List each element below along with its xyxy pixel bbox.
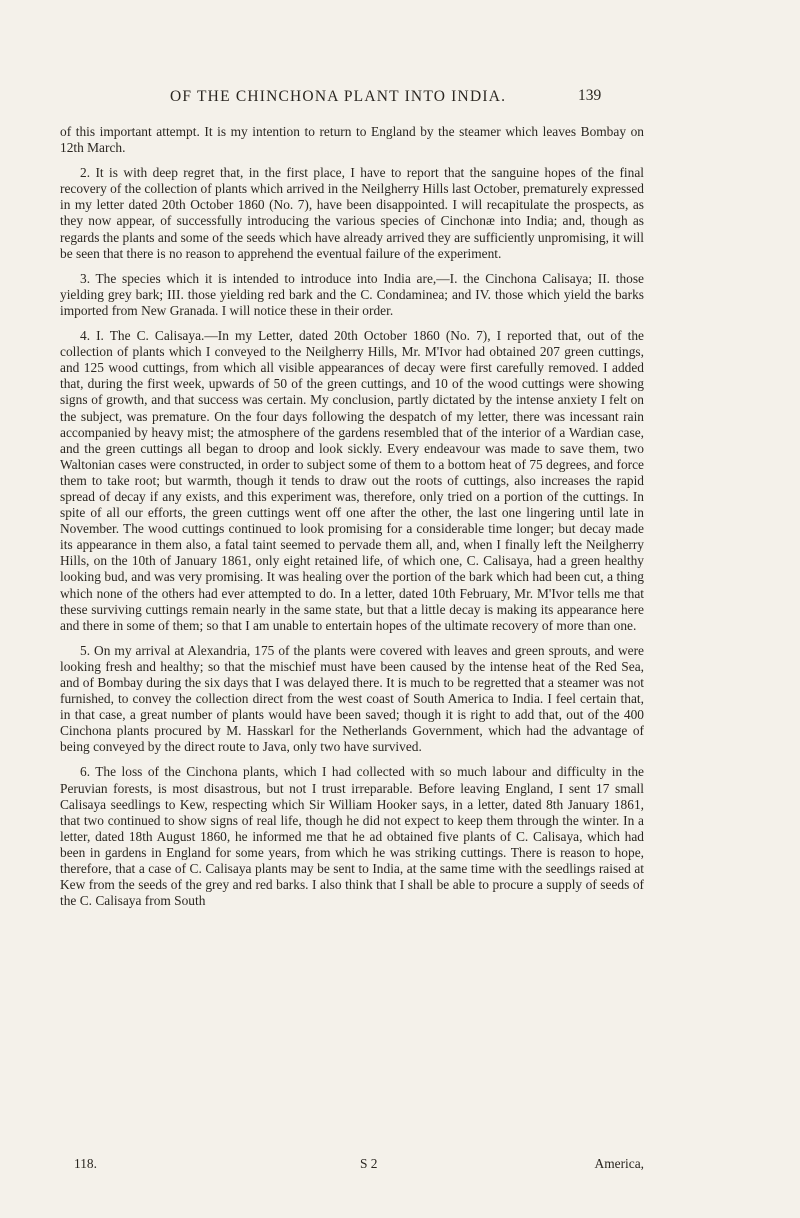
running-header (0, 88, 800, 110)
page-number: 139 (578, 87, 602, 104)
page-footer (60, 1156, 644, 1174)
paragraph-4: 4. I. The C. Calisaya.—In my Letter, dated 20th October 1860 (No. 7), I reported that, out of the collection of plants which I conveyed to the Neilgherry Hills, Mr. M'Ivor had obtained 207 green cuttings, and 125 wood cuttings, from which all visible appearances of decay were first carefully removed. I added that, during the first week, upwards of 50 of the green cuttings, and 10 of the wood cuttings were showing signs of growth, and that success was certain. My conclusion, partly dictated by the intense anxiety I felt on the subject, was premature. On the four days following the despatch of my letter, there was incessant rain accompanied by heavy mist; the atmosphere of the gardens resembled that of the interior of a Wardian case, and the green cuttings all began to droop and look sickly. Every endeavour was made to save them, two Waltonian cases were constructed, in order to subject some of them to a bottom heat of 75 degrees, and force them to take root; but warmth, though it tends to draw out the roots of cuttings, also increases the rapid spread of decay if any exists, and this experiment was, therefore, only tried on a portion of the cuttings. In spite of all our efforts, the green cuttings went off one after the other, the last one lingering until late in November. The wood cuttings continued to look promising for a considerable time longer; but decay made its appearance in them also, a fatal taint seemed to pervade them all, and, when I finally left the Neilgherry Hills, on the 10th of January 1861, only eight retained life, of which one, C. Calisaya, had a green healthy looking bud, and was very promising. It was healing over the portion of the bark which had been cut, a thing which none of the others had ever attempted to do. In a letter, dated 10th February, Mr. M'Ivor tells me that these surviving cuttings remain nearly in the same state, but that a little decay is making its appearance here and there in some of them; so that I am unable to entertain hopes of the ultimate recovery of more than one. (60, 328, 644, 633)
paragraph-continuation: of this important attempt. It is my intention to return to England by the steamer which leaves Bombay on 12th March. (60, 124, 644, 156)
running-title: OF THE CHINCHONA PLANT INTO INDIA. (170, 88, 507, 105)
paragraph-5: 5. On my arrival at Alexandria, 175 of the plants were covered with leaves and green sprouts, and were looking fresh and healthy; so that the mischief must have been caused by the intense heat of the Red Sea, and of Bombay during the six days that I was delayed there. It is much to be regretted that a steamer was not furnished, to convey the collection direct from the west coast of South America to India. I feel certain that, in that case, a great number of plants would have been saved; though it is right to add that, out of the 400 Cinchona plants procured by M. Hasskarl for the Netherlands Government, which had the advantage of being conveyed by the direct route to Java, only two have survived. (60, 642, 644, 755)
body-text (60, 124, 644, 915)
paragraph-2: 2. It is with deep regret that, in the first place, I have to report that the sanguine hopes of the final recovery of the collection of plants which arrived in the Neilgherry Hills last October, prematurely expressed in my letter dated 20th October 1860 (No. 7), have been disappointed. I will recapitulate the prospects, as they now appear, of successfully introducing the various species of Cinchonæ into India; and, though as regards the plants and some of the seeds which have already arrived they are sufficiently unpromising, it will be seen that there is no reason to apprehend the eventual failure of the experiment. (60, 165, 644, 261)
paragraph-6: 6. The loss of the Cinchona plants, which I had collected with so much labour and difficulty in the Peruvian forests, is most disastrous, but not I trust irreparable. Before leaving England, I sent 17 small Calisaya seedlings to Kew, respecting which Sir William Hooker says, in a letter, dated 8th January 1861, that two continued to show signs of real life, though he did not expect to keep them through the winter. In a letter, dated 18th August 1860, he informed me that he ad obtained five plants of C. Calisaya, which had been in gardens in England for some years, from which he was striking cuttings. There is reason to hope, therefore, that a case of C. Calisaya plants may be sent to India, at the same time with the seedlings raised at Kew from the seeds of the grey and red barks. I also think that I shall be able to procure a supply of seeds of the C. Calisaya from South (60, 764, 644, 909)
sheet-mark: 118. (74, 1156, 97, 1171)
catchword: America, (594, 1156, 644, 1171)
paragraph-3: 3. The species which it is intended to introduce into India are,—I. the Cinchona Calisaya; II. those yielding grey bark; III. those yielding red bark and the C. Condaminea; and IV. those which yield the barks imported from New Granada. I will notice these in their order. (60, 270, 644, 318)
signature-mark: S 2 (360, 1156, 378, 1171)
